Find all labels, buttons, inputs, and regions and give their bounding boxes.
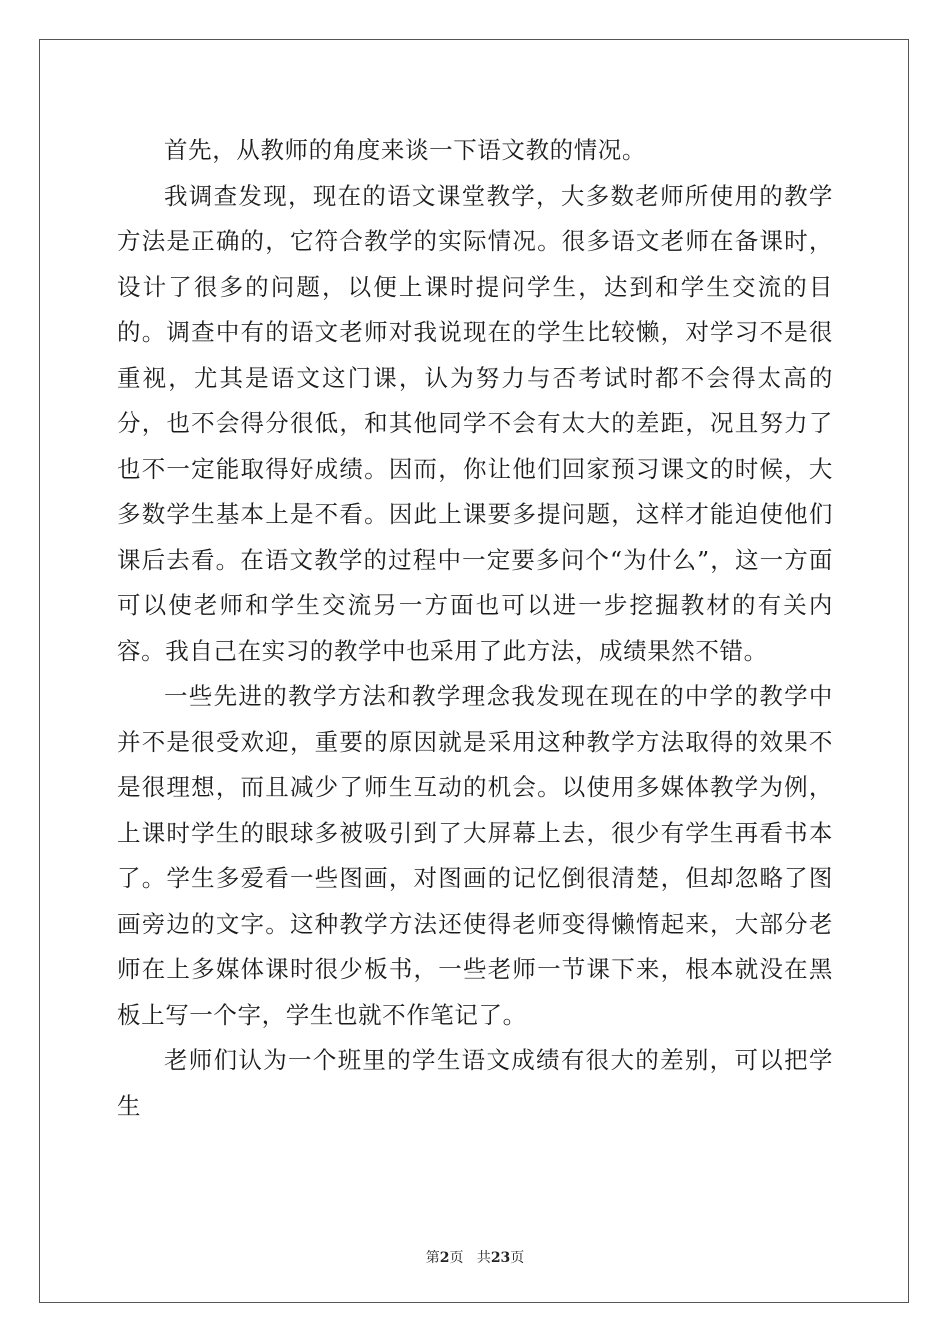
footer-page-suffix: 页 bbox=[449, 1250, 464, 1266]
footer-total-suffix: 页 bbox=[510, 1250, 525, 1266]
footer-prefix: 第 bbox=[425, 1250, 440, 1266]
current-page-number: 2 bbox=[439, 1250, 450, 1266]
paragraph-3: 一些先进的教学方法和教学理念我发现在现在的中学的教学中并不是很受欢迎，重要的原因就是采用这种教学方法取得的效果不是很理想，而且减少了师生互动的机会。以使用多媒体教学为例，上课时学生的眼球多被吸引到了大屏幕上去，很少有学生再看书本了。学生多爱看一些图画，对图画的记忆倒很清楚，但却忽略了图画旁边的文字。这种教学方法还使得老师变得懒惰起来，大部分老师在上多媒体课时很少板书，一些老师一节课下来，根本就没在黑板上写一个字，学生也就不作笔记了。 bbox=[117, 682, 833, 1029]
paragraph-1: 首先，从教师的角度来谈一下语文教的情况。 bbox=[164, 136, 646, 164]
paragraph-4: 老师们认为一个班里的学生语文成绩有很大的差别，可以把学生 bbox=[117, 1046, 833, 1120]
footer-total-prefix: 共 bbox=[476, 1250, 491, 1266]
page-body bbox=[117, 128, 833, 1129]
total-page-count: 23 bbox=[490, 1250, 511, 1266]
page-number-footer bbox=[0, 1247, 950, 1267]
paragraph-2: 我调查发现，现在的语文课堂教学，大多数老师所使用的教学方法是正确的，它符合教学的实际情况。很多语文老师在备课时，设计了很多的问题，以便上课时提问学生，达到和学生交流的目的。调查中有的语文老师对我说现在的学生比较懒，对学习不是很重视，尤其是语文这门课，认为努力与否考试时都不会得太高的分，也不会得分很低，和其他同学不会有太大的差距，况且努力了也不一定能取得好成绩。因而，你让他们回家预习课文的时候，大多数学生基本上是不看。因此上课要多提问题，这样才能迫使他们课后去看。在语文教学的过程中一定要多问个“为什么”，这一方面可以使老师和学生交流另一方面也可以进一步挖掘教材的有关内容。我自己在实习的教学中也采用了此方法，成绩果然不错。 bbox=[117, 181, 833, 665]
